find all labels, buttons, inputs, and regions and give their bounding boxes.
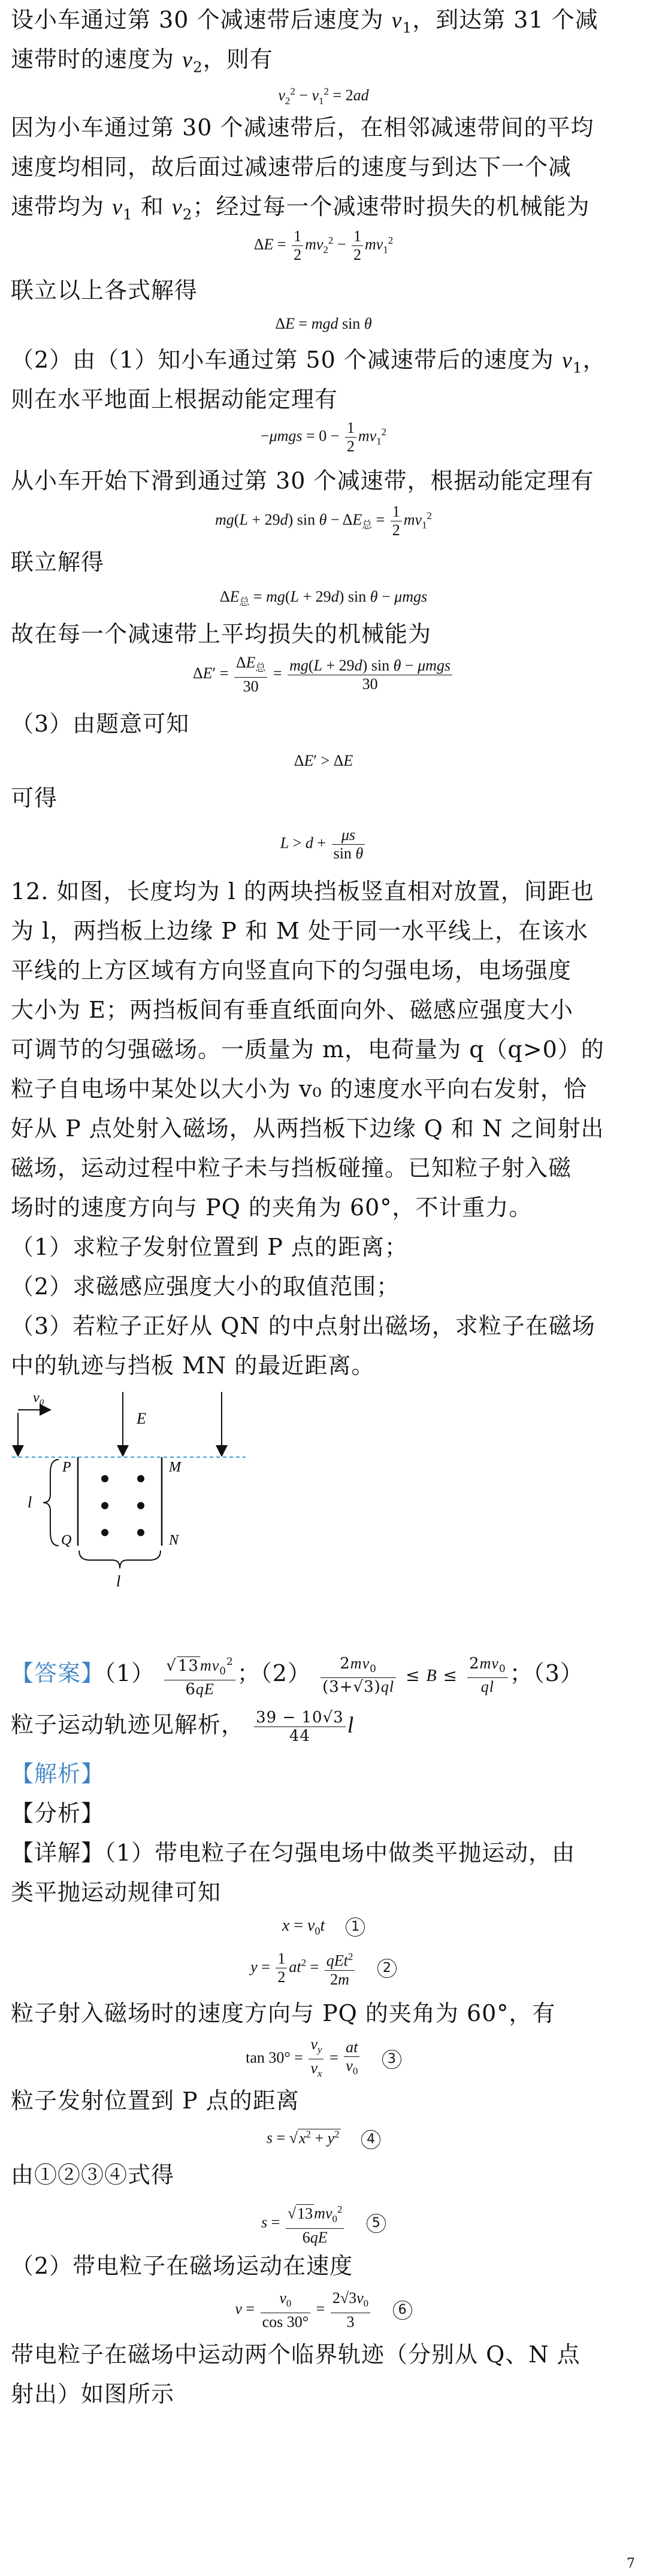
text-line xyxy=(11,380,636,419)
text: 速度均相同，故后面过减速带后的速度与到达下一个减 xyxy=(11,154,572,180)
text: 故在每一个减速带上平均损失的机械能为 xyxy=(11,621,432,647)
equation-6: v = $\frac{v_0}{\cos 30^\circ}$ = $\frac{2√3v_0}{3}$ 6 xyxy=(0,2289,647,2331)
detail-line xyxy=(11,2335,636,2374)
equation: ΔE = $\frac{1}{2}$ $mv_2^2$ − $\frac{1}{2}$ $mv_1^2$ xyxy=(253,227,394,263)
question-12-line xyxy=(11,990,636,1030)
text: 从小车开始下滑到通过第 30 个减速带，根据动能定理有 xyxy=(11,468,594,494)
text: 磁场，运动过程中粒子未与挡板碰撞。已知粒子射入磁 xyxy=(11,1155,572,1181)
field-dot xyxy=(137,1529,144,1536)
detail-line xyxy=(11,2155,636,2195)
answer-line-2: 粒子运动轨迹见解析， $\frac{39 - 10√3}{44}$ l xyxy=(11,1709,355,1745)
field-dot xyxy=(137,1475,144,1482)
l-bottom-label: l xyxy=(116,1573,121,1590)
sub-question-3-cont xyxy=(11,1346,636,1385)
detail-line xyxy=(11,2081,636,2120)
text: 联立以上各式解得 xyxy=(11,277,198,304)
text-line xyxy=(11,147,636,187)
equation: −μmgs = 0 − $\frac{1}{2}$ $mv_1^2$ xyxy=(260,419,387,455)
equation-1: $x = v_0t$ 1 xyxy=(0,1916,647,1941)
question-12-line xyxy=(11,911,636,951)
text-line xyxy=(11,614,636,654)
equation: ΔE′ > ΔE xyxy=(294,752,353,769)
field-dot xyxy=(101,1502,108,1509)
equation: $\Delta E_总 = mg(L + 29d)$ sin θ − μmgs xyxy=(219,588,428,608)
question-12-line xyxy=(11,1188,636,1227)
equation: ΔE′ = $\frac{\Delta E_总}{30}$ = $\frac{\text{mg(L + 29d) sin θ − μmgs}}{30}$ xyxy=(0,654,647,696)
text: 速带时的速度为 xyxy=(11,46,175,72)
field-dot xyxy=(101,1529,108,1536)
text: 粒子射入磁场时的速度方向与 PQ 的夹角为 60°，有 xyxy=(11,2000,556,2026)
equation: L > d + $\frac{\mu s}{\text{sin θ}}$ xyxy=(0,826,647,863)
page-number: 7 xyxy=(627,2556,635,2571)
text-line: （2）由（1）知小车通过第 50 个减速带后的速度为 $v_1$， xyxy=(11,347,606,377)
text: ，到达第 31 个减 xyxy=(412,7,598,33)
text: （1）求粒子发射位置到 P 点的距离； xyxy=(11,1234,408,1260)
text: 由①②③④式得 xyxy=(11,2162,175,2188)
n-label: N xyxy=(169,1533,179,1548)
e-label: E xyxy=(137,1410,146,1427)
text: 粒子发射位置到 P 点的距离 xyxy=(11,2087,300,2114)
text: 好从 P 点处射入磁场，从两挡板下边缘 Q 和 N 之间射出 xyxy=(11,1115,604,1142)
detail-line xyxy=(11,1873,636,1912)
field-dot xyxy=(137,1502,144,1509)
text: （3）若粒子正好从 QN 的中点射出磁场，求粒子在磁场 xyxy=(11,1313,595,1339)
text-line: 速带均为 $v_1$ 和 $v_2$；经过每一个减速带时损失的机械能为 xyxy=(11,193,590,223)
sub-question-3 xyxy=(11,1306,636,1346)
text: 为 l，两挡板上边缘 P 和 M 处于同一水平线上，在该水 xyxy=(11,918,589,944)
equation: ΔE = mgd sin θ xyxy=(275,315,372,332)
text: （2）由（1）知小车通过第 50 个减速带后的速度为 xyxy=(11,347,554,373)
text: 【解析】 xyxy=(11,1761,105,1787)
field-dot xyxy=(101,1475,108,1482)
equation: mg(L + 29d) $\sin \theta - \Delta E_总$ = $\frac{1}{2}$ $mv_1^2$ xyxy=(214,503,432,539)
l-left-label: l xyxy=(28,1494,32,1511)
text: 平线的上方区域有方向竖直向下的匀强电场，电场强度 xyxy=(11,957,572,984)
text: 射出）如图所示 xyxy=(11,2381,175,2407)
text-line xyxy=(11,542,636,582)
answer-line: 【答案】（1） $\frac{√13mv_0^2}{6qE}$ ；（2） $\frac{2mv_0}{(3+√3)ql}$ ≤ B ≤ $\frac{2mv_0}{ql}$ ；（3） xyxy=(11,1652,636,1698)
equation-5: s = $\frac{√13mv_0^2}{6qE}$ 5 xyxy=(0,2201,647,2247)
left-brace xyxy=(43,1460,59,1546)
text: 【分析】 xyxy=(11,1800,105,1826)
text: 粒子自电场中某处以大小为 v₀ 的速度水平向右发射，恰 xyxy=(11,1076,587,1102)
text: 因为小车通过第 30 个减速带后，在相邻减速带间的平均 xyxy=(11,114,594,141)
text: 速带均为 xyxy=(11,193,105,220)
equation: $v_2^2 - v_1^2 = 2ad$ xyxy=(278,86,369,107)
text: 则在水平地面上根据动能定理有 xyxy=(11,386,338,412)
text-line xyxy=(11,108,636,147)
equation-4: $s = √x^2 + y^2$ 4 xyxy=(0,2124,647,2149)
m-label: M xyxy=(169,1460,181,1475)
text: 场时的速度方向与 PQ 的夹角为 60°，不计重力。 xyxy=(11,1194,533,1221)
text: 带电粒子在磁场中运动两个临界轨迹（分别从 Q、N 点 xyxy=(11,2341,581,2368)
equation-2: y = $\frac{1}{2}$ $at^2$ = $\frac{qEt^2}{2m}$ 2 xyxy=(0,1948,647,1989)
question-12-line xyxy=(11,1069,636,1109)
sub-question-1 xyxy=(11,1227,636,1267)
text: （3）由题意可知 xyxy=(11,711,190,737)
text: 12. 如图，长度均为 l 的两块挡板竖直相对放置，间距也 xyxy=(11,878,594,905)
text-line: 速带时的速度为 $v_2$，则有 xyxy=(11,46,273,76)
text-line xyxy=(11,461,636,500)
text: 粒子运动轨迹见解析， xyxy=(11,1712,245,1738)
v0-label: v₀ xyxy=(33,1390,44,1406)
sub-question-2 xyxy=(11,1267,636,1306)
text: 大小为 E；两挡板间有垂直纸面向外、磁感应强度大小 xyxy=(11,997,573,1023)
text: 【详解】（1）带电粒子在匀强电场中做类平抛运动，由 xyxy=(11,1840,576,1866)
q-label: Q xyxy=(61,1533,72,1548)
text: ；经过每一个减速带时损失的机械能为 xyxy=(192,193,590,220)
answer-label: 【答案】 xyxy=(11,1659,105,1686)
text: ，则有 xyxy=(202,46,273,72)
analysis-heading xyxy=(11,1754,636,1794)
bottom-brace xyxy=(79,1551,161,1568)
text-line: 设小车通过第 30 个减速带后速度为 $v_1$，到达第 31 个减 xyxy=(11,7,598,37)
text: 中的轨迹与挡板 MN 的最近距离。 xyxy=(11,1352,375,1379)
text: （2）求磁感应强度大小的取值范围； xyxy=(11,1273,400,1300)
question-12-line xyxy=(11,872,636,911)
text-line xyxy=(11,704,636,744)
text: ；（2） xyxy=(237,1659,311,1686)
text: ；（3） xyxy=(509,1659,583,1686)
text: 联立解得 xyxy=(11,549,105,575)
text-line xyxy=(11,271,636,310)
detail-line xyxy=(11,1994,636,2033)
detail-line xyxy=(11,1833,636,1873)
question-12-line xyxy=(11,1109,636,1148)
text: 可调节的匀强磁场。一质量为 m，电荷量为 q（q>0）的 xyxy=(11,1036,604,1063)
p-label: P xyxy=(62,1460,71,1475)
text: 设小车通过第 30 个减速带后速度为 xyxy=(11,7,384,33)
equation-3: tan 30° = $\frac{v_y}{v_x}$ = $\frac{at}{v_0}$ 3 xyxy=(0,2035,647,2083)
question-12-line xyxy=(11,1148,636,1188)
text: （2）带电粒子在磁场运动在速度 xyxy=(11,2253,353,2279)
question-12-line xyxy=(11,1030,636,1069)
detail-line xyxy=(11,2246,636,2286)
analysis-subheading xyxy=(11,1794,636,1833)
text: 类平抛运动规律可知 xyxy=(11,1879,222,1906)
detail-line xyxy=(11,2374,636,2414)
text: （1） xyxy=(104,1659,155,1686)
text-line xyxy=(11,778,636,818)
physics-figure xyxy=(0,1389,252,1604)
text: 可得 xyxy=(11,785,58,811)
question-12-line xyxy=(11,951,636,990)
